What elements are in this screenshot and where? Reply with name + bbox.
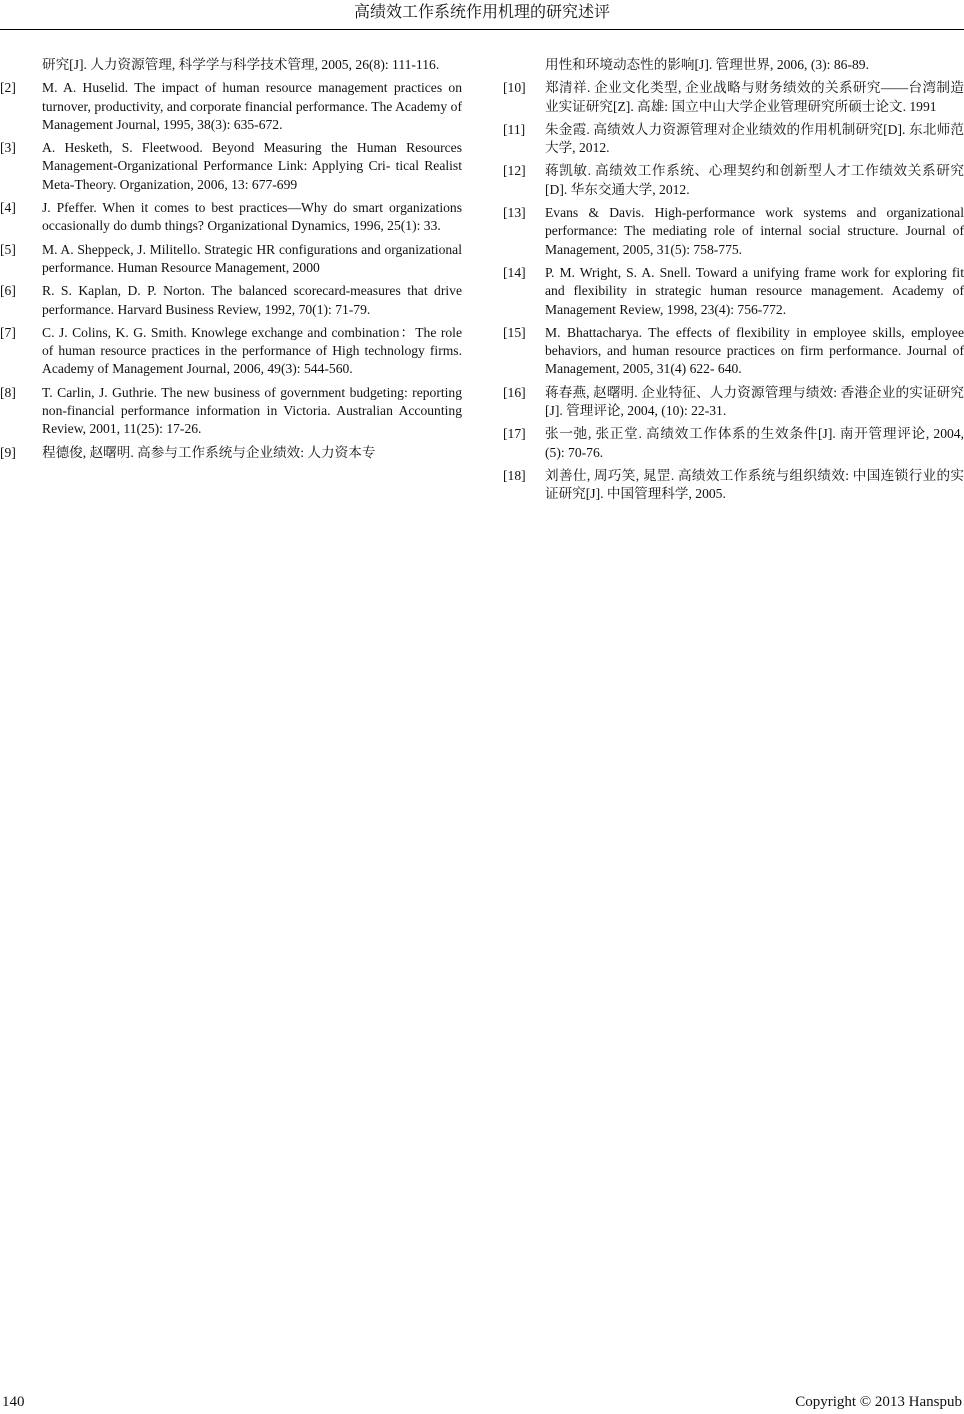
reference-text: A. Hesketh, S. Fleetwood. Beyond Measuring the Human Resources Management-Organizational Performance Link: Applying Cri- tical Realist Meta-Theory. Organization, 2006, 13: 677-699 <box>42 140 462 192</box>
running-header <box>0 0 964 30</box>
reference-item <box>0 324 462 379</box>
reference-item <box>503 204 964 259</box>
reference-number: [5] <box>0 241 16 257</box>
reference-column-right <box>503 56 964 509</box>
reference-item <box>0 241 462 278</box>
reference-text: P. M. Wright, S. A. Snell. Toward a unifying frame work for exploring fit and flexibility in strategic human resource management. Academy of Management Review, 1998, 23(4): 756-772. <box>545 264 964 317</box>
reference-text: 蒋春燕, 赵曙明. 企业特征、人力资源管理与绩效: 香港企业的实证研究[J]. 管理评论, 2004, (10): 22-31. <box>545 384 964 419</box>
header-title: 高绩效工作系统作用机理的研究述评 <box>353 4 610 21</box>
reference-number: [13] <box>503 205 526 221</box>
reference-text: M. Bhattacharya. The effects of flexibility in employee skills, employee behaviors, and human resource practices on firm performance. Journal of Management, 2005, 31(4) 622- 640. <box>545 324 964 377</box>
reference-text: 蒋凯敏. 高绩效工作系统、心理契约和创新型人才工作绩效关系研究[D]. 华东交通大学, 2012. <box>545 163 964 197</box>
reference-number: [6] <box>0 283 16 299</box>
reference-item <box>503 324 964 379</box>
reference-text: 张一弛, 张正堂. 高绩效工作体系的生效条件[J]. 南开管理评论, 2004, (5): 70-76. <box>545 426 964 460</box>
reference-column-left <box>0 56 462 467</box>
reference-item <box>0 56 462 74</box>
reference-item <box>0 199 462 236</box>
reference-number: [11] <box>503 121 526 137</box>
reference-text: T. Carlin, J. Guthrie. The new business of government budgeting: reporting non-financial performance information in Victoria. Australian Accounting Review, 2001, 11(25): 17-26. <box>42 384 462 437</box>
reference-number: [16] <box>503 384 526 400</box>
reference-text: 郑清祥. 企业文化类型, 企业战略与财务绩效的关系研究——台湾制造业实证研究[Z]. 高雄: 国立中山大学企业管理研究所硕士论文. 1991 <box>545 80 964 114</box>
reference-item <box>0 139 462 194</box>
reference-item <box>0 384 462 439</box>
reference-text: J. Pfeffer. When it comes to best practices—Why do smart organizations occasionally do dumb things? Organizational Dynamics, 1996, 25(1): 33. <box>42 200 462 234</box>
reference-number: [15] <box>503 324 526 340</box>
reference-number: [10] <box>503 80 526 96</box>
reference-number: [9] <box>0 444 16 460</box>
reference-item <box>503 467 964 504</box>
reference-number: [4] <box>0 200 16 216</box>
reference-item <box>503 264 964 319</box>
page-number: 140 <box>2 1394 25 1410</box>
reference-text: R. S. Kaplan, D. P. Norton. The balanced scorecard-measures that drive performance. Harvard Business Review, 1992, 70(1): 71-79. <box>42 283 462 317</box>
reference-item <box>503 56 964 74</box>
reference-text: M. A. Huselid. The impact of human resource management practices on turnover, productivity, and corporate financial performance. The Academy of Management Journal, 1995, 38(3): 635-672. <box>42 80 462 132</box>
reference-number: [7] <box>0 324 16 340</box>
reference-text: 朱金霞. 高绩效人力资源管理对企业绩效的作用机制研究[D]. 东北师范大学, 2012. <box>545 121 964 156</box>
reference-item <box>503 121 964 158</box>
reference-number: [14] <box>503 264 526 280</box>
reference-item <box>503 162 964 199</box>
reference-text: 用性和环境动态性的影响[J]. 管理世界, 2006, (3): 86-89. <box>545 57 869 72</box>
reference-item <box>0 444 462 462</box>
reference-item <box>503 384 964 421</box>
reference-number: [12] <box>503 163 526 179</box>
reference-item <box>503 425 964 462</box>
copyright-notice: Copyright © 2013 Hanspub <box>795 1394 962 1410</box>
reference-number: [18] <box>503 467 526 483</box>
reference-number: [3] <box>0 140 16 156</box>
reference-text: M. A. Sheppeck, J. Militello. Strategic HR configurations and organizational performance. Human Resource Management, 2000 <box>42 241 462 275</box>
reference-number: [2] <box>0 80 16 96</box>
reference-text: 刘善仕, 周巧笑, 晁罡. 高绩效工作系统与组织绩效: 中国连锁行业的实证研究[J]. 中国管理科学, 2005. <box>545 467 964 502</box>
reference-number: [8] <box>0 384 16 400</box>
reference-item <box>503 79 964 116</box>
reference-text: 研究[J]. 人力资源管理, 科学学与科学技术管理, 2005, 26(8): 111-116. <box>42 57 440 72</box>
reference-text: Evans & Davis. High-performance work systems and organizational performance: The mediating role of internal social structure. Journal of Management, 2005, 31(5): 758-775. <box>545 205 964 257</box>
header-rule <box>0 29 964 30</box>
reference-text: C. J. Colins, K. G. Smith. Knowlege exchange and combination：The role of human resource practices in the performance of High technology firms. Academy of Management Journal, 2006, 49(3): 544-560. <box>42 324 462 377</box>
reference-number: [17] <box>503 426 526 442</box>
reference-item <box>0 282 462 319</box>
reference-text: 程德俊, 赵曙明. 高参与工作系统与企业绩效: 人力资本专 <box>42 444 376 460</box>
reference-item <box>0 79 462 134</box>
